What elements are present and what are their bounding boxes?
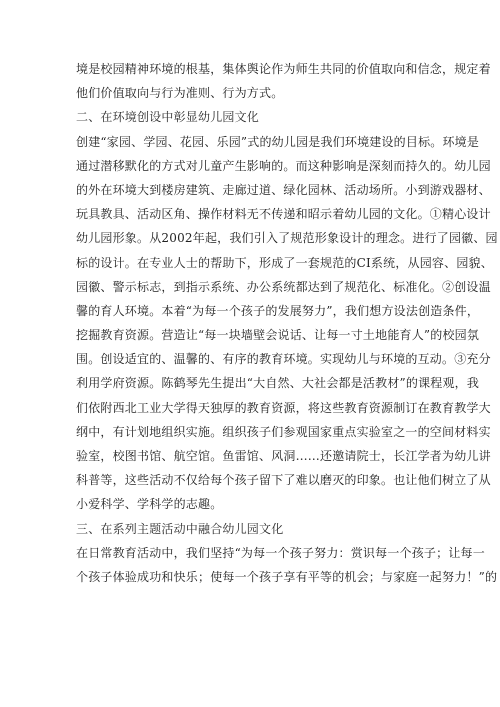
body-text-line: 围。创设适宜的、温馨的、有序的教育环境。实现幼儿与环境的互动。③充分 xyxy=(76,352,491,367)
body-text-line: 标的设计。在专业人士的帮助下，形成了一套规范的CI系统，从园容、园貌、 xyxy=(76,255,493,270)
body-text-line: 个孩子体验成功和快乐；使每一个孩子享有平等的机会；与家庭一起努力！”的 xyxy=(76,569,498,584)
body-text-line: 创建“家园、学园、花园、乐园”式的幼儿园是我们环境建设的目标。环境是 xyxy=(76,134,480,149)
body-text-line: 幼儿园形象。从2002年起，我们引入了规范形象设计的理念。进行了园徽、园 xyxy=(76,231,498,246)
body-text-line: 玩具教具、活动区角、操作材料无不传递和昭示着幼儿园的文化。①精心设计 xyxy=(76,207,491,222)
section-heading: 二、在环境创设中彰显幼儿园文化 xyxy=(76,110,260,125)
body-text-line: 挖掘教育资源。营造让“每一块墙壁会说话、让每一寸土地能育人”的校园氛 xyxy=(76,328,480,343)
body-text-line: 利用学府资源。陈鹤琴先生提出“大自然、大社会都是活教材”的课程观，我 xyxy=(76,376,480,391)
body-text-line: 纲中，有计划地组织实施。组织孩子们参观国家重点实验室之一的空间材料实 xyxy=(76,424,491,439)
body-text-line: 们依附西北工业大学得天独厚的教育资源，将这些教育资源制订在教育教学大 xyxy=(76,400,491,415)
body-text-line: 通过潜移默化的方式对儿童产生影响的。而这种影响是深刻而持久的。幼儿园 xyxy=(76,158,491,173)
body-text-line: 在日常教育活动中，我们坚持“为每一个孩子努力：赏识每一个孩子；让每一 xyxy=(76,545,485,560)
body-text-line: 验室，校图书馆、航空馆。鱼雷馆、风洞……还邀请院士，长江学者为幼儿讲 xyxy=(76,449,491,463)
body-text-line: 园徽、警示标志，到指示系统、办公系统都达到了规范化、标准化。②创设温 xyxy=(76,279,491,294)
body-text-line: 馨的育人环境。本着“为每一个孩子的发展努力”，我们想方设法创造条件， xyxy=(76,303,480,318)
body-text-line: 科普等，这些活动不仅给每个孩子留下了难以磨灭的印象。也让他们树立了从 xyxy=(76,473,491,488)
body-text-line: 小爱科学、学科学的志趣。 xyxy=(76,497,223,512)
section-heading: 三、在系列主题活动中融合幼儿园文化 xyxy=(76,521,284,536)
body-text-line: 他们价值取向与行为准则、行为方式。 xyxy=(76,86,284,101)
body-text-line: 境是校园精神环境的根基，集体舆论作为师生共同的价值取向和信念，规定着 xyxy=(76,62,491,76)
document-body xyxy=(76,57,498,589)
body-text-line: 的外在环境大到楼房建筑、走廊过道、绿化园林、活动场所。小到游戏器材、 xyxy=(76,182,491,197)
